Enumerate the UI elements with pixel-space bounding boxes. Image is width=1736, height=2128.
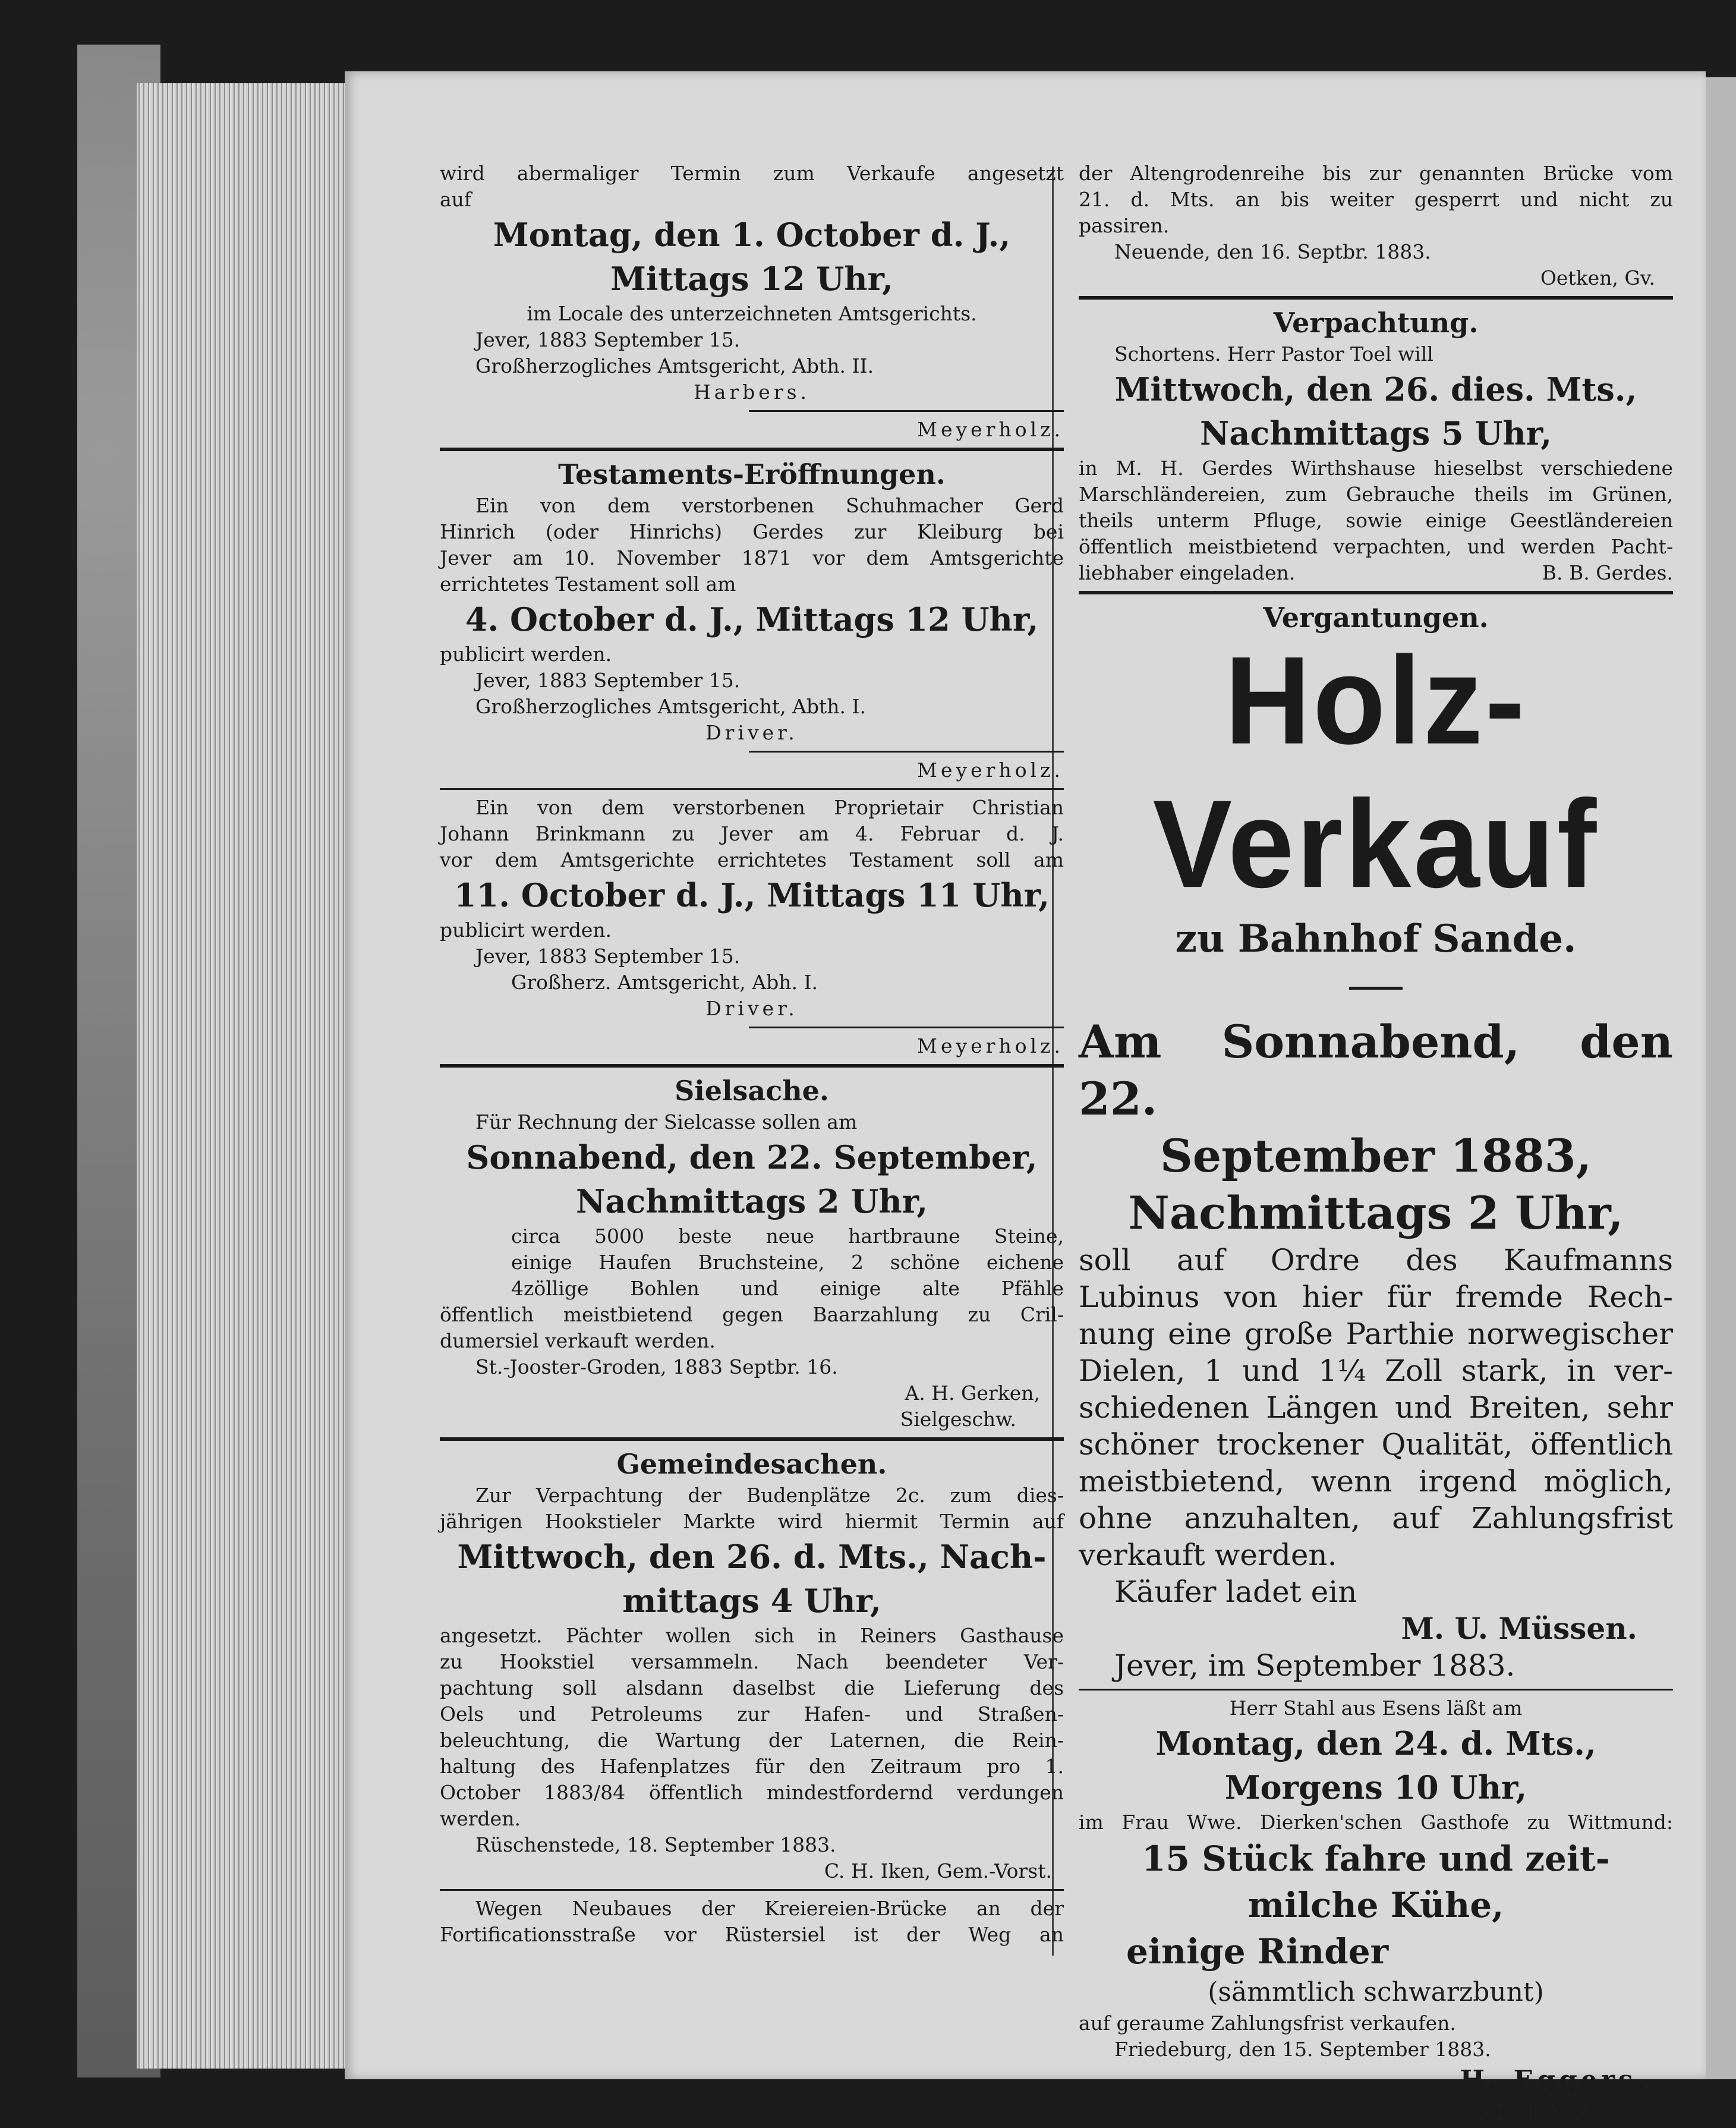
notice-date: 4. October d. J., Mittags 12 Uhr,	[465, 600, 1039, 638]
text-line: Lubinus von hier für fremde Rech-	[1079, 1280, 1673, 1314]
text-line: October 1883/84 öffentlich mindestfordernd verdungen	[440, 1781, 1064, 1804]
advert-title: Holz-Verkauf	[1152, 631, 1599, 914]
court-name: Großherzogliches Amtsgericht, Abth. II.	[475, 354, 874, 377]
advert-date: September 1883,	[1160, 1129, 1592, 1182]
advert-time: Nachmittags 2 Uhr,	[1128, 1186, 1624, 1239]
text-line	[1079, 560, 1673, 586]
text-line: schiedenen Längen und Breiten, sehr	[1079, 1390, 1673, 1425]
signature-rule	[749, 1027, 1064, 1028]
text-line: beleuchtung, die Wartung der Laternen, die Rein-	[440, 1729, 1064, 1752]
text-line: schöner trockener Qualität, öffentlich	[1079, 1427, 1673, 1462]
court-name: Großherzogliches Amtsgericht, Abth. I.	[475, 695, 867, 718]
text-line: vor dem Amtsgerichte errichtetes Testament soll am	[440, 848, 1064, 871]
signer: Driver.	[705, 997, 798, 1020]
notice-verpachtung	[1079, 304, 1673, 586]
text-line: errichtetes Testament soll am	[440, 572, 736, 596]
section-rule	[440, 1437, 1064, 1441]
text-line: publicirt werden.	[440, 918, 612, 942]
text-line: Zur Verpachtung der Budenplätze 2c. zum dies-	[475, 1484, 1064, 1507]
text-line: in M. H. Gerdes Wirthshause hieselbst verschiedene	[1079, 457, 1673, 480]
section-rule	[440, 1064, 1064, 1068]
clerk: Meyerholz.	[917, 418, 1064, 441]
text-line: theils unterm Pfluge, sowie einige Geestländereien	[1079, 509, 1673, 532]
text-line: jährigen Hookstieler Markte wird hiermit Termin auf	[440, 1510, 1064, 1533]
signer: H. Eggers,	[1460, 2065, 1649, 2095]
notice-date: 11. October d. J., Mittags 11 Uhr,	[454, 876, 1050, 914]
notice-date: Mittwoch, den 26. d. Mts., Nach-	[457, 1538, 1047, 1576]
dateline: St.-Jooster-Groden, 1883 Septbr. 16.	[475, 1355, 838, 1378]
notice-time: Mittags 12 Uhr,	[610, 260, 893, 298]
notice-date: Montag, den 24. d. Mts.,	[1155, 1724, 1596, 1762]
signer: M. U. Müssen.	[1401, 1611, 1637, 1646]
section-heading: Verpachtung.	[1273, 307, 1479, 339]
text-line: publicirt werden.	[440, 643, 612, 666]
notice-testament-2	[440, 795, 1064, 1059]
notice-testament-1	[440, 456, 1064, 783]
text-line: wird abermaliger Termin zum Verkaufe angesetzt	[440, 162, 1064, 185]
notice-date: Sonnabend, den 22. September,	[466, 1138, 1038, 1176]
notice-holz-verkauf	[1079, 631, 1673, 1684]
section-rule	[440, 788, 1064, 790]
section-rule	[1079, 1689, 1673, 1691]
text-line: Schortens. Herr Pastor Toel will	[1114, 342, 1433, 366]
signature-rule	[749, 751, 1064, 753]
text-line: soll auf Ordre des Kaufmanns	[1079, 1243, 1673, 1277]
notice-time: Morgens 10 Uhr,	[1224, 1768, 1527, 1806]
advert-item: einige Rinder	[1126, 1931, 1389, 1972]
text-line: ohne anzuhalten, auf Zahlungsfrist	[1079, 1501, 1673, 1535]
text-line: 21. d. Mts. an bis weiter gesperrt und nicht zu	[1079, 188, 1673, 211]
text-line: Marschländereien, zum Gebrauche theils im Grünen,	[1079, 483, 1673, 506]
notice-continuation	[1079, 160, 1673, 291]
notice-sielsache	[440, 1072, 1064, 1433]
clerk: Meyerholz.	[917, 1034, 1064, 1057]
section-rule	[440, 1889, 1064, 1891]
advert-subtitle: zu Bahnhof Sande.	[1175, 917, 1577, 961]
signer-title: Königl. Auct.	[1473, 2099, 1602, 2123]
text-line: Wegen Neubaues der Kreiereien-Brücke an der	[475, 1897, 1064, 1920]
newspaper-page	[345, 71, 1706, 2123]
text-line: passiren.	[1079, 214, 1170, 237]
text-line: Hinrich (oder Hinrichs) Gerdes zur Kleiburg bei	[440, 520, 1064, 543]
text-line: Johann Brinkmann zu Jever am 4. Februar d. J.	[440, 822, 1064, 845]
text-line: haltung des Hafenplatzes für den Zeitraum pro 1.	[440, 1755, 1064, 1778]
text-line: Jever am 10. November 1871 vor dem Amtsgerichte	[440, 546, 1064, 569]
text-line: zu Hookstiel versammeln. Nach beendeter Ver-	[440, 1650, 1064, 1673]
text-line: (sämmtlich schwarzbunt)	[1208, 1977, 1544, 2007]
text-line: öffentlich meistbietend gegen Baarzahlung zu Cril-	[440, 1303, 1064, 1326]
text-line: Oels und Petroleums zur Hafen- und Straßen-	[440, 1702, 1064, 1726]
text-line: Fortificationsstraße vor Rüstersiel ist der Weg an	[440, 1923, 1064, 1946]
text-line: 4zöllige Bohlen und einige alte Pfähle	[511, 1277, 1064, 1300]
signer: A. H. Gerken,	[905, 1381, 1040, 1405]
notice-date: Montag, den 1. October d. J.,	[493, 216, 1011, 254]
text-line: Herr Stahl aus Esens läßt am	[1229, 1696, 1523, 1720]
right-column	[1079, 160, 1673, 2128]
advert-date: Am Sonnabend, den 22.	[1079, 1015, 1673, 1125]
dateline: Jever, 1883 September 15.	[475, 945, 741, 968]
text-line: pachtung soll alsdann daselbst die Lieferung des	[440, 1676, 1064, 1699]
notice-kuehe	[1079, 1695, 1673, 2124]
text-line: einige Haufen Bruchsteine, 2 schöne eichene	[511, 1251, 1064, 1274]
text-line: Ein von dem verstorbenen Proprietair Christian	[475, 796, 1064, 819]
dateline: Jever, 1883 September 15.	[475, 328, 741, 351]
signer-title: Sielgeschw.	[900, 1408, 1016, 1431]
text-line: verkauft werden.	[1079, 1538, 1337, 1572]
section-heading: Sielsache.	[675, 1075, 829, 1107]
text-fragment: liebhaber eingeladen.	[1079, 561, 1296, 584]
advert-item: 15 Stück fahre und zeit-	[1142, 1839, 1610, 1879]
dateline: Jever, 1883 September 15.	[475, 669, 741, 692]
text-line: Käufer ladet ein	[1114, 1575, 1357, 1609]
section-rule	[1079, 591, 1673, 594]
text-line: auf geraume Zahlungsfrist verkaufen.	[1079, 2011, 1456, 2035]
signer: C. H. Iken, Gem.-Vorst.	[824, 1859, 1052, 1883]
section-heading: Testaments-Eröffnungen.	[558, 458, 946, 490]
text-line: angesetzt. Pächter wollen sich in Reiners Gasthause	[440, 1624, 1064, 1647]
text-line: nung eine große Parthie norwegischer	[1079, 1317, 1673, 1351]
signer: Harbers.	[693, 380, 811, 404]
dateline: Neuende, den 16. Septbr. 1883.	[1114, 240, 1431, 263]
notice-gemeindesachen	[440, 1446, 1064, 1884]
section-rule	[1079, 296, 1673, 300]
notice-date: Mittwoch, den 26. dies. Mts.,	[1114, 370, 1637, 408]
text-line: werden.	[440, 1807, 521, 1830]
left-column	[440, 160, 1064, 1951]
notice-time: Nachmittags 2 Uhr,	[575, 1182, 928, 1220]
text-line: auf	[440, 188, 472, 211]
dateline: Friedeburg, den 15. September 1883.	[1114, 2038, 1491, 2061]
dateline: Jever, im September 1883.	[1114, 1648, 1516, 1683]
signature-rule	[749, 410, 1064, 412]
signer: Oetken, Gv.	[1540, 266, 1655, 289]
text-line: im Frau Wwe. Dierken'schen Gasthofe zu Wittmund:	[1079, 1811, 1673, 1834]
signer: B. B. Gerdes.	[1542, 561, 1673, 584]
text-line: Dielen, 1 und 1¼ Zoll stark, in ver-	[1079, 1353, 1673, 1388]
notice-bruecke	[440, 1896, 1064, 1948]
clerk: Meyerholz.	[917, 758, 1064, 782]
text-line: circa 5000 beste neue hartbraune Steine,	[511, 1224, 1064, 1248]
text-line: Ein von dem verstorbenen Schuhmacher Gerd	[475, 494, 1064, 517]
text-line: öffentlich meistbietend verpachten, und werden Pacht-	[1079, 535, 1673, 558]
dateline: Rüschenstede, 18. September 1883.	[475, 1833, 836, 1856]
text-line: im Locale des unterzeichneten Amtsgerichts.	[527, 302, 977, 325]
section-heading: Vergantungen.	[1263, 602, 1489, 634]
text-line: dumersiel verkauft werden.	[440, 1329, 716, 1352]
short-divider	[1349, 987, 1403, 990]
text-line: der Altengrodenreihe bis zur genannten Brücke vom	[1079, 162, 1673, 185]
signer: Driver.	[705, 721, 798, 744]
page-stack	[137, 83, 351, 2069]
section-heading: Gemeindesachen.	[616, 1448, 887, 1480]
court-name: Großherz. Amtsgericht, Abh. I.	[511, 971, 818, 994]
advert-item: milche Kühe,	[1247, 1885, 1504, 1925]
section-rule	[440, 448, 1064, 451]
text-line: Für Rechnung der Sielcasse sollen am	[475, 1110, 858, 1134]
notice-time: Nachmittags 5 Uhr,	[1199, 414, 1552, 452]
notice-termin	[440, 160, 1064, 443]
notice-time: mittags 4 Uhr,	[622, 1582, 881, 1620]
text-line: meistbietend, wenn irgend möglich,	[1079, 1464, 1673, 1499]
